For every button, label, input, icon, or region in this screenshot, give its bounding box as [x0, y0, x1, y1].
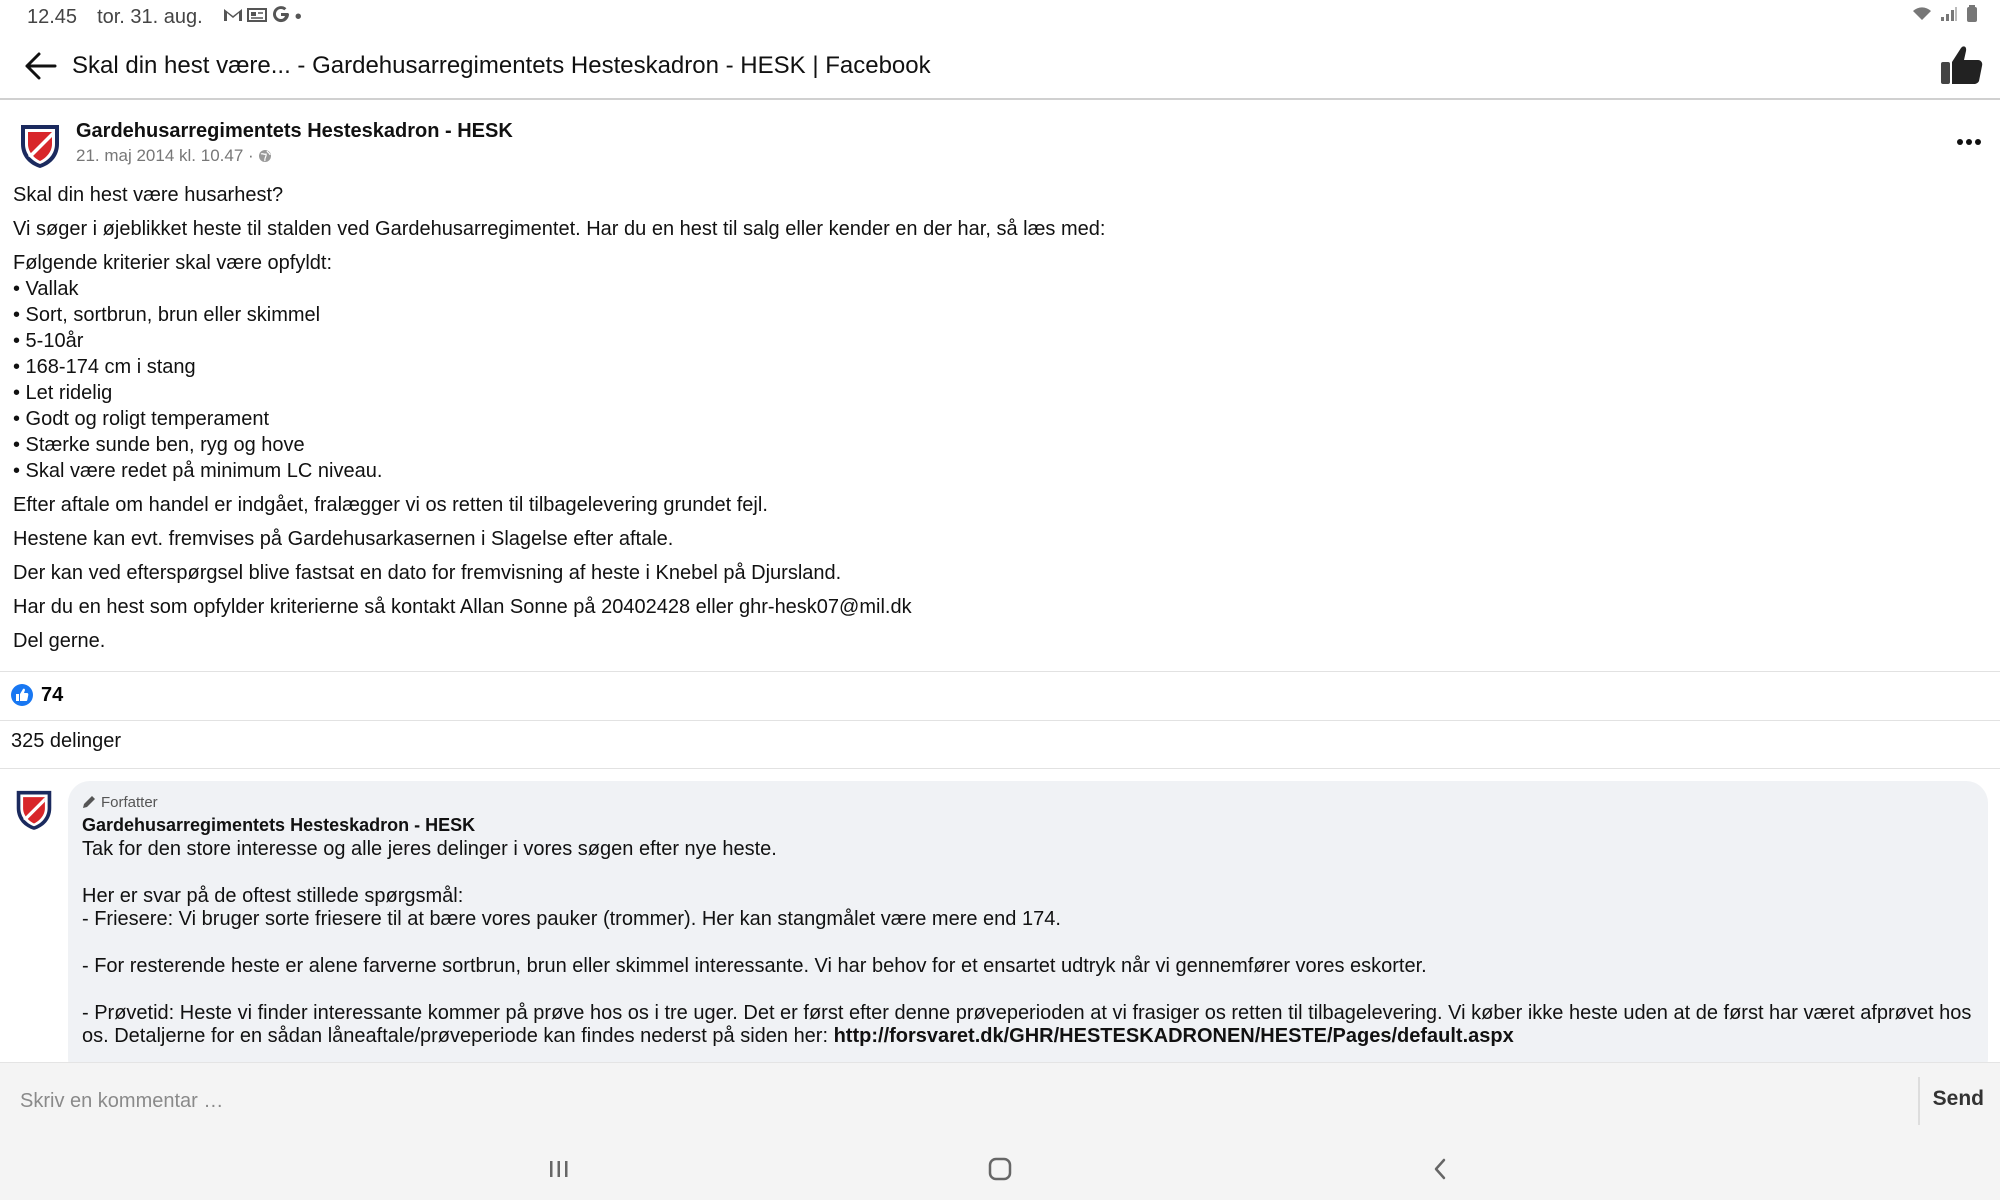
like-page-button[interactable]	[1938, 42, 1984, 88]
divider	[0, 720, 2000, 721]
thumbs-up-icon	[1938, 42, 1984, 88]
criteria-item: • Let ridelig	[13, 382, 113, 404]
dot-icon: •	[294, 5, 302, 28]
app-header	[0, 34, 2000, 100]
signal-icon	[1940, 6, 1958, 22]
comment-author[interactable]: Gardehusarregimentets Hesteskadron - HESK	[82, 815, 476, 835]
author-avatar[interactable]	[18, 120, 62, 170]
system-nav-bar	[0, 1138, 2000, 1200]
status-bar	[0, 0, 2000, 34]
status-date: tor. 31. aug.	[97, 5, 203, 28]
back-button[interactable]	[10, 36, 70, 96]
post-body	[13, 182, 1973, 662]
input-separator	[1918, 1077, 1920, 1125]
comment-text	[82, 838, 1974, 1048]
comment-avatar[interactable]	[14, 786, 58, 834]
home-icon	[988, 1157, 1012, 1181]
news-icon	[247, 6, 267, 29]
shield-logo-icon	[14, 786, 54, 832]
gmail-icon	[223, 6, 243, 29]
post-header	[0, 100, 2000, 180]
post-meta	[76, 146, 272, 166]
criteria-heading: Følgende kriterier skal være opfyldt:	[13, 252, 333, 274]
system-icons	[1912, 5, 1978, 23]
comment-paragraph: Tak for den store interesse og alle jeres delinger i vores søgen efter nye heste.	[82, 838, 777, 860]
chevron-left-icon	[1431, 1157, 1449, 1181]
comment-bubble	[68, 781, 1988, 1081]
criteria-item: • Sort, sortbrun, brun eller skimmel	[13, 304, 321, 326]
post-author[interactable]: Gardehusarregimentets Hesteskadron - HESK	[76, 120, 513, 142]
post-timestamp[interactable]: 21. maj 2014 kl. 10.47 ·	[76, 146, 254, 165]
recent-apps-icon	[547, 1159, 571, 1179]
shield-logo-icon	[18, 120, 62, 170]
reactions-summary[interactable]	[11, 682, 63, 708]
pencil-icon	[82, 795, 96, 809]
post-paragraph: Vi søger i øjeblikket heste til stalden ved Gardehusarregimentet. Har du en hest til salg eller kender en der har, så læs med:	[13, 218, 1106, 240]
more-dots-icon	[1956, 138, 1982, 146]
criteria-item: • 168-174 cm i stang	[13, 356, 196, 378]
divider	[0, 768, 2000, 769]
comment-paragraph	[82, 1002, 1974, 1048]
author-badge-label: Forfatter	[101, 793, 158, 811]
notification-icons	[223, 4, 302, 30]
send-button[interactable]: Send	[1932, 1087, 1984, 1110]
post-paragraph: Skal din hest være husarhest?	[13, 184, 284, 206]
comment-paragraph: - For resterende heste er alene farverne sortbrun, brun eller skimmel interessante. Vi har behov for et ensartet udtryk når vi gennemfører vores eskorter.	[82, 955, 1427, 977]
like-reaction-icon	[11, 684, 33, 706]
author-badge	[82, 793, 1974, 811]
comment-paragraph-text: - Prøvetid: Heste vi finder interessante kommer på prøve hos os i tre uger. Det er først efter denne prøveperioden at vi frasiger os retten til tilbagelevering. Vi køber ikke heste uden at de først har været afprøvet hos os. Detaljerne for en sådan låneaftale/prøveperiode kan findes nederst på siden her:	[82, 1002, 1972, 1047]
reactions-count: 74	[41, 683, 64, 706]
battery-icon	[1966, 5, 1978, 23]
criteria-item: • 5-10år	[13, 330, 84, 352]
comment-link[interactable]: http://forsvaret.dk/GHR/HESTESKADRONEN/HESTE/Pages/default.aspx	[833, 1025, 1514, 1047]
post-paragraph: Der kan ved efterspørgsel blive fastsat en dato for fremvisning af heste i Knebel på Djursland.	[13, 562, 842, 584]
page-title: Skal din hest være... - Gardehusarregimentets Hesteskadron - HESK | Facebook	[72, 52, 931, 79]
comment-input-bar	[0, 1062, 2000, 1138]
status-time: 12.45	[27, 5, 78, 28]
wifi-icon	[1912, 6, 1932, 22]
shares-count[interactable]: 325 delinger	[11, 730, 122, 752]
post-paragraph: Efter aftale om handel er indgået, fralægger vi os retten til tilbagelevering grundet fejl.	[13, 494, 768, 516]
back-nav-button[interactable]	[1420, 1152, 1460, 1186]
comment-input[interactable]	[0, 1063, 1918, 1139]
more-options-button[interactable]	[1956, 122, 1982, 153]
comment-paragraph: Her er svar på de oftest stillede spørgsmål:	[82, 885, 464, 907]
divider	[0, 671, 2000, 672]
home-button[interactable]	[980, 1152, 1020, 1186]
google-icon	[271, 4, 291, 30]
post-paragraph: Del gerne.	[13, 630, 106, 652]
criteria-item: • Stærke sunde ben, ryg og hove	[13, 434, 305, 456]
globe-icon	[258, 149, 272, 163]
criteria-list	[13, 276, 1973, 484]
criteria-item: • Godt og roligt temperament	[13, 408, 270, 430]
criteria-item: • Skal være redet på minimum LC niveau.	[13, 460, 383, 482]
recent-apps-button[interactable]	[539, 1152, 579, 1186]
arrow-left-icon	[23, 51, 57, 81]
criteria-item: • Vallak	[13, 278, 79, 300]
post-paragraph: Har du en hest som opfylder kriterierne så kontakt Allan Sonne på 20402428 eller ghr-hesk07@mil.dk	[13, 596, 912, 618]
post-paragraph: Hestene kan evt. fremvises på Gardehusarkasernen i Slagelse efter aftale.	[13, 528, 674, 550]
comment-paragraph: - Friesere: Vi bruger sorte friesere til at bære vores pauker (trommer). Her kan stangmålet være mere end 174.	[82, 908, 1061, 930]
